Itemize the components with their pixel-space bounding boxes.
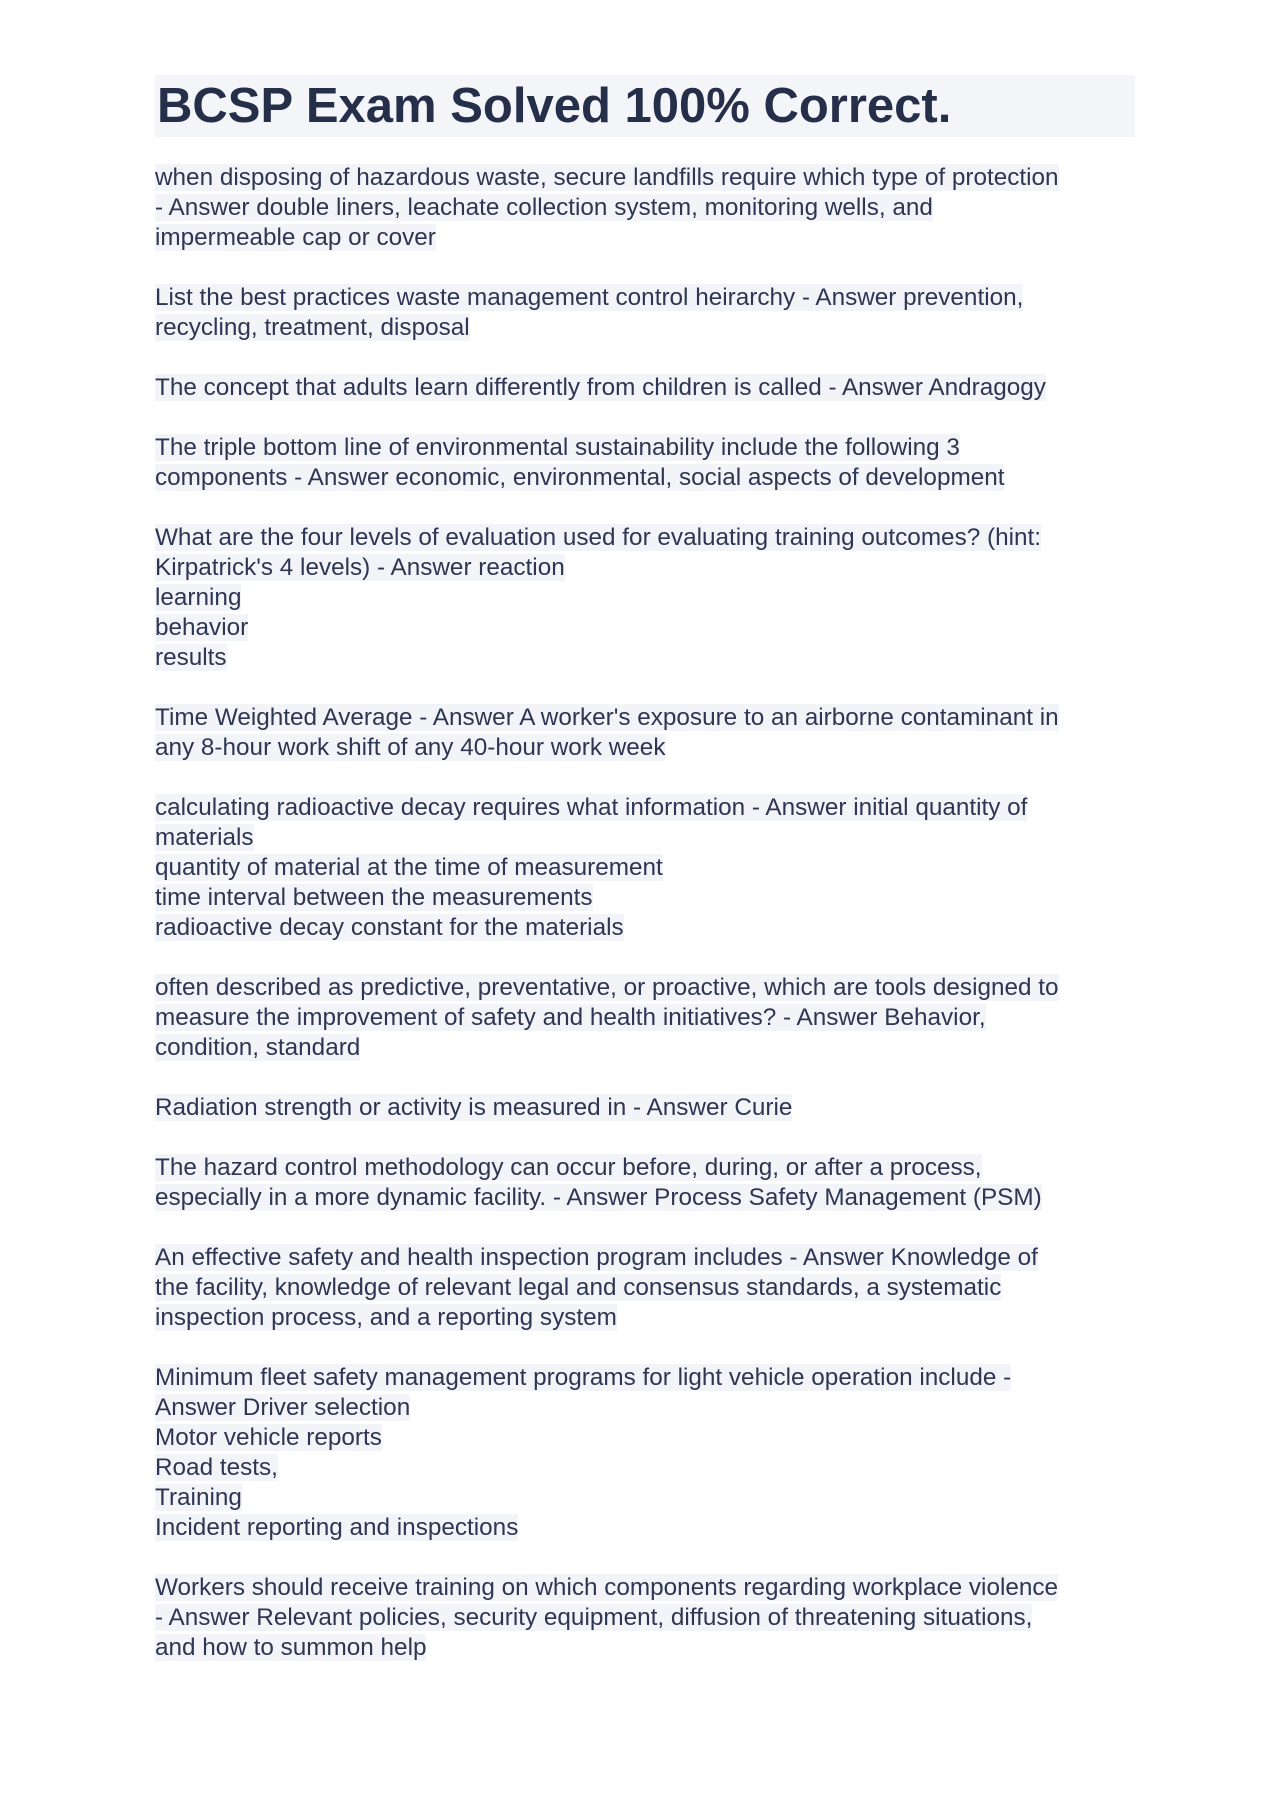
qa-entry [155, 1093, 1135, 1123]
qa-line-text: - Answer double liners, leachate collection system, monitoring wells, and [155, 194, 933, 221]
qa-line [155, 1183, 1135, 1213]
qa-line-text: Kirpatrick's 4 levels) - Answer reaction [155, 554, 565, 581]
qa-line-text: recycling, treatment, disposal [155, 314, 470, 341]
qa-line [155, 643, 1135, 673]
qa-line-text: and how to summon help [155, 1634, 427, 1661]
qa-line-text: when disposing of hazardous waste, secure landfills require which type of protection [155, 164, 1059, 191]
qa-line [155, 583, 1135, 613]
qa-line-text: radioactive decay constant for the materials [155, 914, 624, 941]
qa-line [155, 163, 1135, 193]
qa-line-text: inspection process, and a reporting system [155, 1304, 617, 1331]
qa-line [155, 973, 1135, 1003]
qa-line-text: the facility, knowledge of relevant legal and consensus standards, a systematic [155, 1274, 1002, 1301]
qa-line [155, 1633, 1135, 1663]
qa-line-text: - Answer Relevant policies, security equipment, diffusion of threatening situations, [155, 1604, 1033, 1631]
qa-entry [155, 1243, 1135, 1333]
qa-entry [155, 793, 1135, 943]
qa-line [155, 793, 1135, 823]
qa-line [155, 463, 1135, 493]
qa-line [155, 283, 1135, 313]
qa-line [155, 703, 1135, 733]
qa-line [155, 1513, 1135, 1543]
qa-entry [155, 1573, 1135, 1663]
qa-line-text: Radiation strength or activity is measured in - Answer Curie [155, 1094, 793, 1121]
qa-line [155, 1273, 1135, 1303]
qa-line-text: What are the four levels of evaluation used for evaluating training outcomes? (hint: [155, 524, 1041, 551]
qa-line-text: learning [155, 584, 242, 611]
qa-line [155, 1093, 1135, 1123]
qa-line-text: Motor vehicle reports [155, 1424, 382, 1451]
qa-line-text: behavior [155, 614, 249, 641]
qa-line-text: The hazard control methodology can occur before, during, or after a process, [155, 1154, 982, 1181]
qa-entry [155, 1363, 1135, 1543]
qa-line [155, 1423, 1135, 1453]
qa-line-text: Incident reporting and inspections [155, 1514, 519, 1541]
qa-line-text: quantity of material at the time of measurement [155, 854, 663, 881]
qa-list [155, 163, 1135, 1663]
qa-line-text: Time Weighted Average - Answer A worker's exposure to an airborne contaminant in [155, 704, 1059, 731]
qa-line [155, 1603, 1135, 1633]
qa-line-text: materials [155, 824, 254, 851]
qa-line [155, 853, 1135, 883]
qa-line [155, 373, 1135, 403]
qa-line-text: results [155, 644, 227, 671]
qa-line [155, 433, 1135, 463]
qa-line-text: components - Answer economic, environmental, social aspects of development [155, 464, 1005, 491]
qa-line [155, 193, 1135, 223]
qa-line [155, 523, 1135, 553]
qa-line-text: Minimum fleet safety management programs for light vehicle operation include - [155, 1364, 1012, 1391]
qa-line [155, 613, 1135, 643]
qa-line [155, 1003, 1135, 1033]
qa-line [155, 1153, 1135, 1183]
qa-line-text: List the best practices waste management control heirarchy - Answer prevention, [155, 284, 1024, 311]
qa-line-text: Road tests, [155, 1454, 278, 1481]
qa-entry [155, 163, 1135, 253]
qa-line-text: An effective safety and health inspection program includes - Answer Knowledge of [155, 1244, 1038, 1271]
qa-line-text: The concept that adults learn differently from children is called - Answer Andragogy [155, 374, 1046, 401]
qa-line-text: calculating radioactive decay requires what information - Answer initial quantity of [155, 794, 1028, 821]
qa-line [155, 1393, 1135, 1423]
qa-line-text: often described as predictive, preventative, or proactive, which are tools designed to [155, 974, 1059, 1001]
qa-line [155, 733, 1135, 763]
qa-line [155, 1483, 1135, 1513]
qa-line [155, 1243, 1135, 1273]
qa-line [155, 913, 1135, 943]
qa-line-text: impermeable cap or cover [155, 224, 436, 251]
document-page [155, 75, 1135, 1693]
qa-entry [155, 433, 1135, 493]
qa-entry [155, 373, 1135, 403]
qa-line-text: measure the improvement of safety and health initiatives? - Answer Behavior, [155, 1004, 986, 1031]
qa-line [155, 1303, 1135, 1333]
qa-line-text: Answer Driver selection [155, 1394, 411, 1421]
qa-line-text: Training [155, 1484, 242, 1511]
qa-line-text: The triple bottom line of environmental sustainability include the following 3 [155, 434, 960, 461]
qa-entry [155, 283, 1135, 343]
qa-line-text: any 8-hour work shift of any 40-hour work week [155, 734, 666, 761]
qa-line [155, 223, 1135, 253]
qa-line [155, 1453, 1135, 1483]
qa-line [155, 553, 1135, 583]
qa-line [155, 1033, 1135, 1063]
qa-entry [155, 973, 1135, 1063]
document-title: BCSP Exam Solved 100% Correct. [155, 75, 1135, 137]
qa-entry [155, 703, 1135, 763]
qa-line [155, 313, 1135, 343]
qa-line [155, 883, 1135, 913]
qa-line [155, 823, 1135, 853]
qa-entry [155, 1153, 1135, 1213]
qa-entry [155, 523, 1135, 673]
qa-line-text: especially in a more dynamic facility. - Answer Process Safety Management (PSM) [155, 1184, 1042, 1211]
qa-line [155, 1363, 1135, 1393]
qa-line-text: condition, standard [155, 1034, 361, 1061]
qa-line [155, 1573, 1135, 1603]
qa-line-text: time interval between the measurements [155, 884, 593, 911]
qa-line-text: Workers should receive training on which components regarding workplace violence [155, 1574, 1059, 1601]
